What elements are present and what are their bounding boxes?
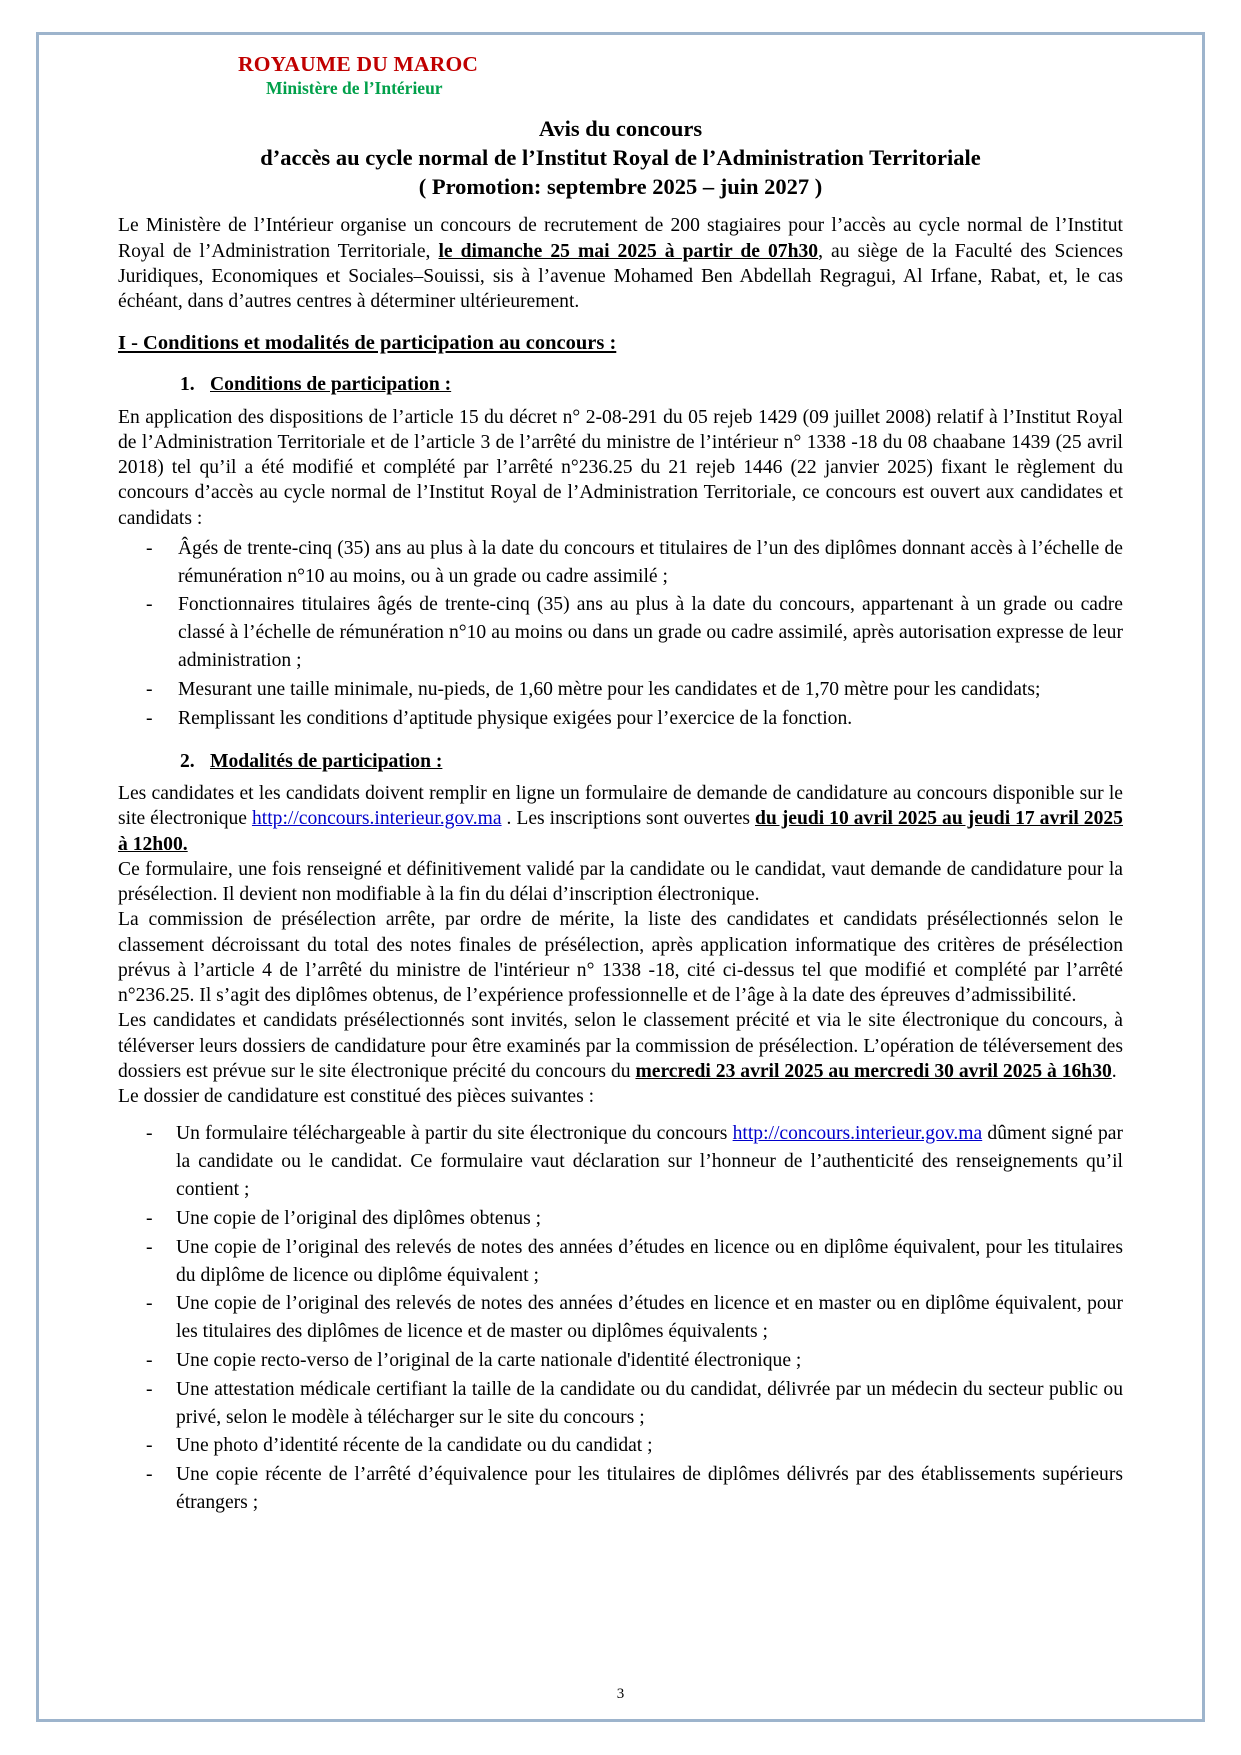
- subsection-2-label-row: [180, 750, 1123, 774]
- list-item: [118, 591, 1123, 674]
- title-line-3: ( Promotion: septembre 2025 – juin 2027 ): [418, 173, 823, 199]
- list-item-text: Une copie récente de l’arrêté d’équivalence pour les titulaires de diplômes délivrés par des établissements supérieurs étrangers ;: [176, 1464, 1123, 1514]
- subsection-1-number: 1.: [180, 374, 195, 396]
- list-item-text: Une copie de l’original des relevés de notes des années d’études en licence ou en diplôme équivalent, pour les titulaires du diplôme de licence ou diplôme équivalent ;: [176, 1236, 1123, 1286]
- modalites-paragraph-3: La commission de présélection arrête, par ordre de mérite, la liste des candidates et candidats présélectionnés selon le classement décroissant du total des notes finales de présélection, après application informatique des critères de présélection prévus à l’article 4 de l’arrêté du ministre de l'intérieur n° 1338 -18, cité ci-dessus tel que modifié et complété par l’arrêté n°236.25. Il s’agit des diplômes obtenus, de l’expérience professionnelle et de l’âge à la date des épreuves d’admissibilité.: [118, 909, 1123, 1007]
- dash-bullet-icon: -: [146, 1123, 153, 1145]
- list-item: [118, 1205, 1123, 1233]
- subsection-2-label: Modalités de participation :: [210, 750, 443, 772]
- list-item: [118, 535, 1123, 591]
- list-item-text: Une attestation médicale certifiant la taille de la candidate ou du candidat, délivrée par un médecin du secteur public ou privé, selon le modèle à télécharger sur le site du concours ;: [176, 1378, 1123, 1428]
- list-item-text: Un formulaire téléchargeable à partir du site électronique du concours: [176, 1123, 733, 1145]
- dash-bullet-icon: -: [146, 537, 153, 559]
- list-item-text: Une photo d’identité récente de la candidate ou du candidat ;: [176, 1435, 653, 1457]
- list-item: [118, 705, 1123, 733]
- dash-bullet-icon: -: [146, 1435, 153, 1457]
- list-item-text: Une copie de l’original des diplômes obtenus ;: [176, 1207, 542, 1229]
- televersement-period: mercredi 23 avril 2025 au mercredi 30 avril 2025 à 16h30: [635, 1060, 1112, 1082]
- modalites-p4-part-1: Les candidates et candidats présélectionnés sont invités, selon le classement précité et via le site électronique du concours, à téléverser leurs dossiers de candidature pour être examinés par la commission de présélection. L’opération de téléversement des dossiers est prévue sur le site électronique précité du concours du: [118, 1010, 1123, 1082]
- list-item-text: Une copie recto-verso de l’original de la carte nationale d'identité électronique ;: [176, 1349, 802, 1371]
- intro-paragraph: [118, 213, 1123, 314]
- list-item: [118, 1461, 1123, 1517]
- list-item: [118, 676, 1123, 704]
- list-item-text: Âgés de trente-cinq (35) ans au plus à la date du concours et titulaires de l’un des diplômes donnant accès à l’échelle de rémunération n°10 au moins, ou à un grade ou cadre assimilé ;: [178, 537, 1123, 587]
- conditions-list: [118, 535, 1123, 733]
- intro-part-1: Le Ministère de l’Intérieur organise un concours de recrutement de 200 stagiaires pour l’accès au cycle normal de l’Institut Royal de l’Administration Territoriale,: [118, 215, 1123, 262]
- dash-bullet-icon: -: [146, 1349, 153, 1371]
- modalites-paragraph-4: [118, 1008, 1123, 1084]
- concours-website-link[interactable]: http://concours.interieur.gov.ma: [732, 1123, 983, 1145]
- modalites-paragraph-1: [118, 781, 1123, 857]
- dash-bullet-icon: -: [146, 1293, 153, 1315]
- list-item: [118, 1376, 1123, 1432]
- subsection-2-number: 2.: [180, 750, 195, 772]
- kingdom-title: ROYAUME DU MAROC: [238, 52, 479, 76]
- modalites-p4-part-2: .: [1111, 1060, 1117, 1082]
- list-item-text: Mesurant une taille minimale, nu-pieds, de 1,60 mètre pour les candidates et de 1,70 mètre pour les candidats;: [178, 678, 1041, 700]
- list-item: [118, 1432, 1123, 1460]
- document-content: [118, 30, 1123, 1517]
- list-item: [118, 1347, 1123, 1375]
- modalites-p1-part-2: . Les inscriptions sont ouvertes: [501, 808, 755, 830]
- page-number: 3: [616, 1686, 625, 1702]
- modalites-paragraph-2: Ce formulaire, une fois renseigné et définitivement validé par la candidate ou le candidat, vaut demande de candidature pour la présélection. Il devient non modifiable à la fin du délai d’inscription électronique.: [118, 858, 1123, 906]
- dash-bullet-icon: -: [146, 1236, 153, 1258]
- letterhead: [238, 52, 1123, 99]
- modalites-p1-part-1: Les candidates et les candidats doivent remplir en ligne un formulaire de demande de candidature au concours disponible sur le site électronique: [118, 783, 1123, 830]
- section-heading-wrap: [118, 322, 1123, 356]
- subsection-1-label-row: [180, 373, 1123, 397]
- dossier-intro: Le dossier de candidature est constitué des pièces suivantes :: [118, 1086, 595, 1108]
- title-line-1: Avis du concours: [538, 116, 703, 141]
- list-item-text: Fonctionnaires titulaires âgés de trente-cinq (35) ans au plus à la date du concours, appartenant à un grade ou cadre classé à l’échelle de rémunération n°10 au moins ou dans un grade ou cadre assimilé, après autorisation expresse de leur administration ;: [178, 594, 1123, 672]
- dash-bullet-icon: -: [146, 594, 153, 616]
- list-item: [118, 1234, 1123, 1290]
- dash-bullet-icon: -: [146, 1378, 153, 1400]
- list-item: [118, 1290, 1123, 1346]
- ministry-title: Ministère de l’Intérieur: [266, 78, 443, 99]
- inscription-period: du jeudi 10 avril 2025 au jeudi 17 avril 2025 à 12h00.: [118, 808, 1123, 855]
- dash-bullet-icon: -: [146, 1207, 153, 1229]
- subsection-1-paragraph: En application des dispositions de l’article 15 du décret n° 2-08-291 du 05 rejeb 1429 (09 juillet 2008) relatif à l’Institut Royal de l’Administration Territoriale et de l’article 3 de l’arrêté du ministre de l’intérieur n° 1338 -18 du 08 chaabane 1439 (25 avril 2018) tel qu’il a été modifié et complété par l’arrêté n°236.25 du 21 rejeb 1446 (22 janvier 2025) fixant le règlement du concours d’accès au cycle normal de l’Institut Royal de l’Administration Territoriale, ce concours est ouvert aux candidates et candidats :: [118, 406, 1123, 529]
- list-item-text: Une copie de l’original des relevés de notes des années d’études en licence et en master ou en diplôme équivalent, pour les titulaires des diplômes de licence et de master ou diplômes équivalents ;: [176, 1293, 1123, 1343]
- list-item-text-2: dûment signé par la candidate ou le candidat. Ce formulaire vaut déclaration sur l’honneur de l’authenticité des renseignements qu’il contient ;: [176, 1123, 1123, 1201]
- section-1-heading: I - Conditions et modalités de participation au concours :: [118, 332, 617, 355]
- dash-bullet-icon: -: [146, 678, 153, 700]
- intro-part-2: , au siège de la Faculté des Sciences Juridiques, Economiques et Sociales–Souissi, sis à l’avenue Mohamed Ben Abdellah Regragui, Al Irfane, Rabat, et, le cas échéant, dans d’autres centres à déterminer ultérieurement.: [118, 240, 1123, 313]
- concours-website-link[interactable]: http://concours.interieur.gov.ma: [251, 808, 502, 830]
- page-footer: [0, 1686, 1241, 1703]
- subsection-1-label: Conditions de participation :: [210, 374, 452, 396]
- list-item-text: Remplissant les conditions d’aptitude physique exigées pour l’exercice de la fonction.: [178, 707, 853, 729]
- dash-bullet-icon: -: [146, 707, 153, 729]
- list-item: [118, 1120, 1123, 1203]
- intro-exam-date: le dimanche 25 mai 2025 à partir de 07h30: [438, 240, 819, 262]
- subsection-2-item: [118, 750, 1123, 774]
- dossier-list: [118, 1120, 1123, 1516]
- title-line-2: d’accès au cycle normal de l’Institut Royal de l’Administration Territoriale: [260, 144, 981, 170]
- page-title: [118, 115, 1123, 201]
- dash-bullet-icon: -: [146, 1464, 153, 1486]
- subsection-1-item: [118, 373, 1123, 397]
